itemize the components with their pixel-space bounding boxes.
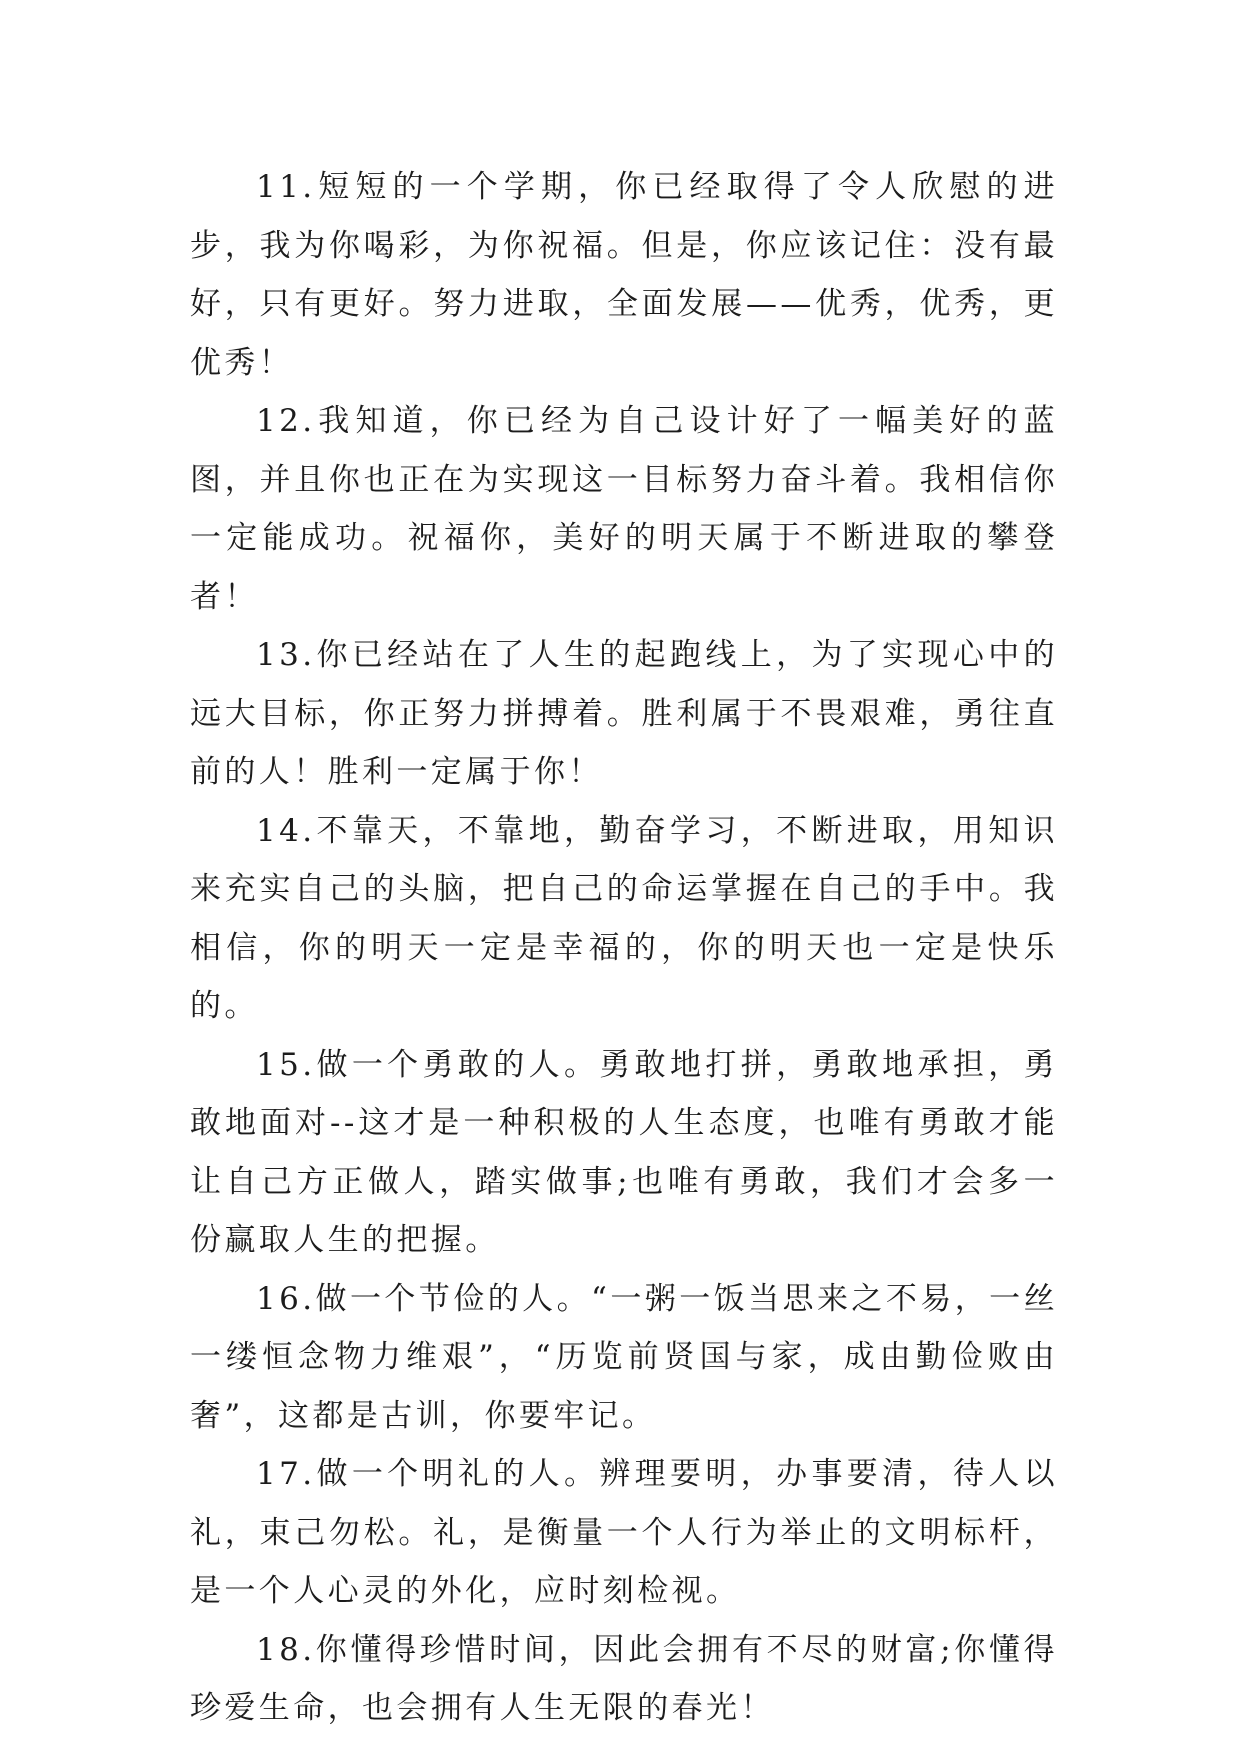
document-body <box>190 158 1058 1738</box>
paragraph-14: 14.不靠天，不靠地，勤奋学习，不断进取，用知识来充实自己的头脑，把自己的命运掌握在自己的手中。我相信，你的明天一定是幸福的，你的明天也一定是快乐的。 <box>190 812 1058 1024</box>
paragraph-12: 12.我知道，你已经为自己设计好了一幅美好的蓝图，并且你也正在为实现这一目标努力奋斗着。我相信你一定能成功。祝福你，美好的明天属于不断进取的攀登者！ <box>190 403 1058 615</box>
paragraph-18: 18.你懂得珍惜时间，因此会拥有不尽的财富;你懂得珍爱生命，也会拥有人生无限的春光！ <box>190 1631 1058 1726</box>
paragraph-16: 16.做一个节俭的人。“一粥一饭当思来之不易，一丝一缕恒念物力维艰”，“历览前贤国与家，成由勤俭败由奢”，这都是古训，你要牢记。 <box>190 1280 1058 1434</box>
paragraph-15: 15.做一个勇敢的人。勇敢地打拼，勇敢地承担，勇敢地面对--这才是一种积极的人生态度，也唯有勇敢才能让自己方正做人，踏实做事;也唯有勇敢，我们才会多一份赢取人生的把握。 <box>190 1046 1058 1258</box>
paragraph-13: 13.你已经站在了人生的起跑线上，为了实现心中的远大目标，你正努力拼搏着。胜利属于不畏艰难，勇往直前的人！胜利一定属于你！ <box>190 637 1058 790</box>
paragraph-11: 11.短短的一个学期，你已经取得了令人欣慰的进步，我为你喝彩，为你祝福。但是，你应该记住：没有最好，只有更好。努力进取，全面发展——优秀，优秀，更优秀！ <box>190 169 1058 381</box>
paragraph-17: 17.做一个明礼的人。辨理要明，办事要清，待人以礼，束己勿松。礼，是衡量一个人行为举止的文明标杆，是一个人心灵的外化，应时刻检视。 <box>190 1456 1058 1609</box>
